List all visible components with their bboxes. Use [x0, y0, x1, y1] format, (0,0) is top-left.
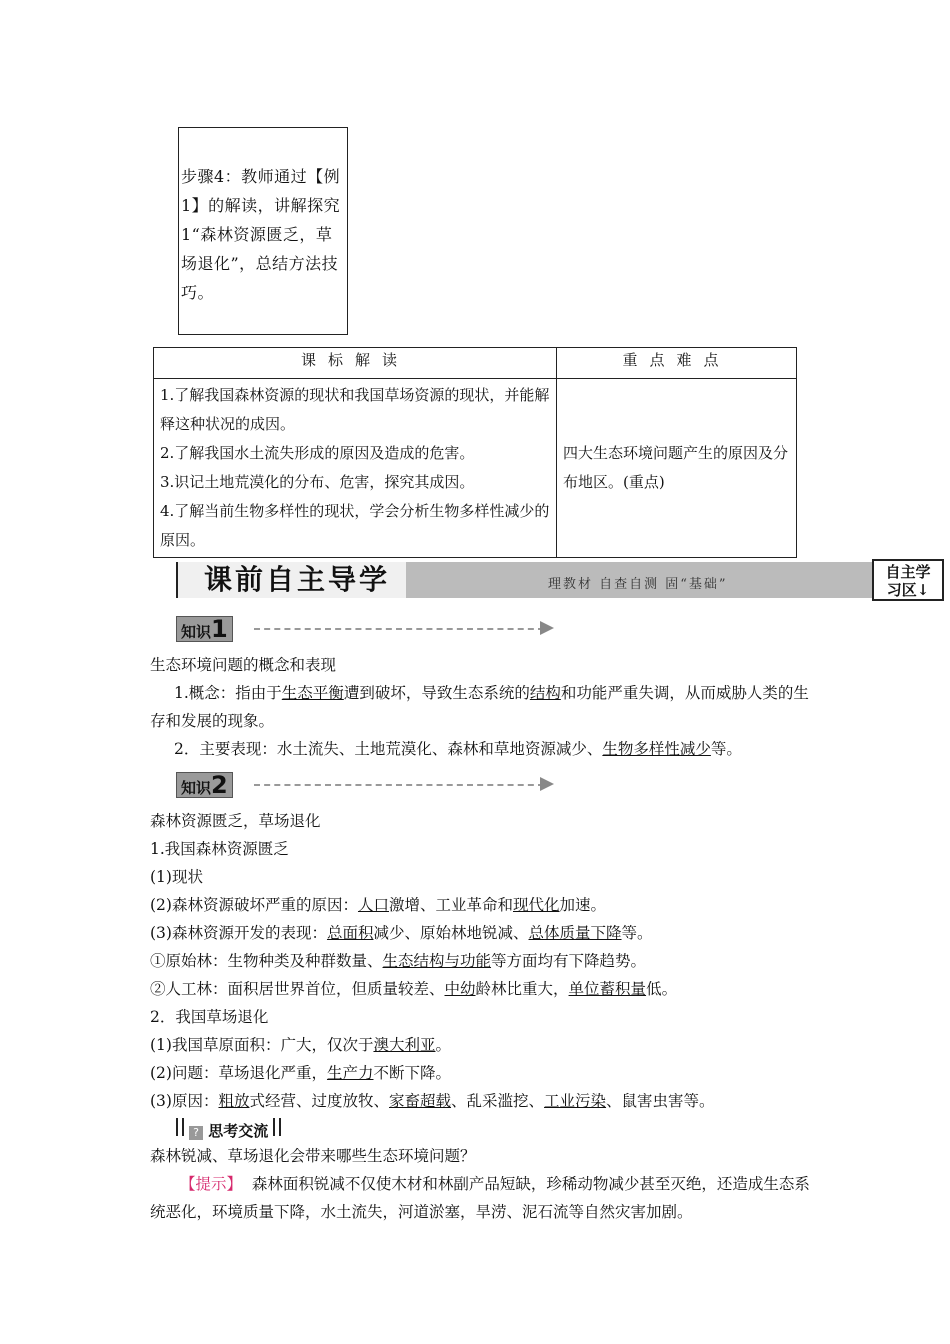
main-paragraph: 2．主要表现：水土流失、土地荒漠化、森林和草地资源减少、生物多样性减少等。 — [174, 740, 742, 758]
self-study-badge — [872, 559, 944, 601]
standards-table — [153, 347, 797, 558]
step-box — [178, 127, 348, 335]
dashed-line — [254, 628, 544, 630]
hint-label: 【提示】 — [180, 1175, 243, 1193]
knowledge1-heading: 生态环境问题的概念和表现 — [150, 656, 337, 674]
banner-subtitle: 理教材 自查自测 固“基础” — [548, 577, 728, 592]
question-icon: ? — [189, 1126, 203, 1140]
k2-line: (1)我国草原面积：广大，仅次于澳大利亚。 — [150, 1036, 451, 1054]
k2-line: (1)现状 — [150, 868, 203, 886]
standard-item: 1.了解我国森林资源的现状和我国草场资源的现状，并能解释这种状况的成因。 — [160, 386, 550, 433]
k2-line: (3)原因：粗放式经营、过度放牧、家畜超载、乱采滥挖、工业污染、鼠害虫害等。 — [150, 1092, 715, 1110]
k2-line: ①原始林：生物种类及种群数量、生态结构与功能等方面均有下降趋势。 — [150, 952, 647, 970]
knowledge-label: 知识2 — [176, 772, 233, 798]
step-text: 步骤4：教师通过【例1】的解读，讲解探究1“森林资源匮乏，草场退化”，总结方法技巧。 — [181, 167, 341, 302]
k2-line: (2)问题：草场退化严重，生产力不断下降。 — [150, 1064, 451, 1082]
think-label: 思考交流 — [208, 1122, 269, 1140]
knowledge-label: 知识1 — [176, 616, 233, 642]
think-header — [176, 1118, 281, 1142]
k2-line: 2．我国草场退化 — [150, 1008, 269, 1026]
dashed-line — [254, 784, 544, 786]
badge-line2: 习区↓ — [886, 581, 930, 599]
col2-header: 重点难点 — [557, 348, 797, 379]
standard-item: 4.了解当前生物多样性的现状，学会分析生物多样性减少的原因。 — [160, 502, 550, 549]
arrow-icon — [540, 621, 554, 635]
standard-item: 2.了解我国水土流失形成的原因及造成的危害。 — [160, 444, 475, 462]
k2-line: (3)森林资源开发的表现：总面积减少、原始林地锐减、总体质量下降等。 — [150, 924, 653, 942]
k2-line: 1.我国森林资源匮乏 — [150, 840, 289, 858]
think-question: 森林锐减、草场退化会带来哪些生态环境问题？ — [150, 1147, 476, 1165]
standard-item: 3.识记土地荒漠化的分布、危害，探究其成因。 — [160, 473, 475, 491]
knowledge2-header — [176, 772, 556, 798]
k2-line: ②人工林：面积居世界首位，但质量较差、中幼龄林比重大，单位蓄积量低。 — [150, 980, 678, 998]
knowledge2-heading: 森林资源匮乏，草场退化 — [150, 812, 321, 830]
standards-items — [154, 379, 557, 558]
col1-header: 课标解读 — [154, 348, 557, 379]
banner-title: 课前自主导学 — [204, 563, 391, 596]
k2-line: (2)森林资源破坏严重的原因：人口激增、工业革命和现代化加速。 — [150, 896, 607, 914]
badge-line1: 自主学 — [885, 563, 931, 581]
knowledge1-header — [176, 616, 556, 642]
think-answer: 【提示】 森林面积锐减不仅使木材和林副产品短缺，珍稀动物减少甚至灭绝，还造成生态系统恶化，环境质量下降，水土流失，河道淤塞，旱涝、泥石流等自然灾害加剧。 — [150, 1175, 810, 1221]
key-points: 四大生态环境问题产生的原因及分布地区。(重点) — [557, 379, 797, 558]
concept-paragraph: 1.概念：指由于生态平衡遭到破坏，导致生态系统的结构和功能严重失调，从而威胁人类的生存和发展的现象。 — [150, 684, 809, 730]
arrow-icon — [540, 777, 554, 791]
